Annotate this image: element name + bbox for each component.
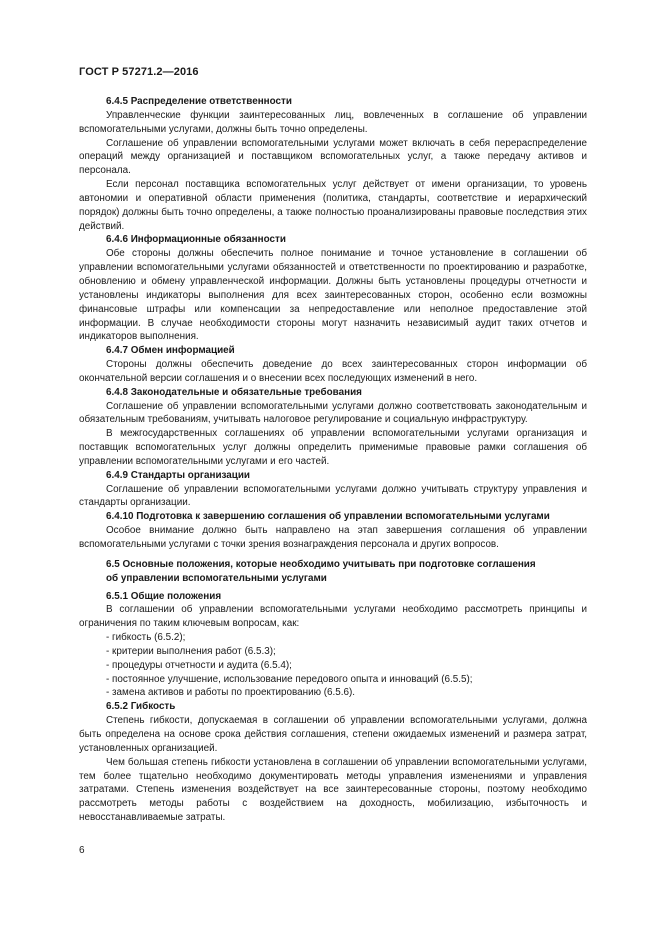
list-item: - процедуры отчетности и аудита (6.5.4);: [106, 659, 292, 671]
section-heading-6-4-7: 6.4.7 Обмен информацией: [106, 345, 235, 357]
section-heading-6-4-6: 6.4.6 Информационные обязанности: [106, 234, 286, 246]
list-item: - критерии выполнения работ (6.5.3);: [106, 645, 276, 657]
paragraph: Управленческие функции заинтересованных лиц, вовлеченных в соглашение об управлении вспомогательными услугами, должны быть точно определены.: [79, 109, 587, 135]
section-heading-6-5-1: 6.5.1 Общие положения: [106, 590, 222, 602]
paragraph: Соглашение об управлении вспомогательными услугами может включать в себя перераспределение операций между организацией и поставщиком вспомогательных услуг, а также передачу активов и персонала.: [79, 137, 587, 177]
document-body: [79, 95, 587, 825]
paragraph: В соглашении об управлении вспомогательными услугами необходимо рассмотреть принципы и ограничения по таким ключевым вопросам, как:: [79, 604, 587, 630]
document-header: ГОСТ Р 57271.2—2016: [79, 66, 199, 78]
paragraph: Обе стороны должны обеспечить полное понимание и точное установление в соглашении об управлении вспомогательными услугами обязанностей и ответственности по проектированию и разработке, обновлению и обмену управленческой информации. Должны быть установлены процедуры отчетности и установлены индикаторы выполнения для всех заинтересованных сторон, особенно если возможны финансовые штрафы или компенсации за непредоставление или неполное предоставление этой информации. В случае необходимости стороны могут назначить независимый аудит таких отчетов и индикаторов выполнения.: [79, 248, 587, 343]
paragraph: Степень гибкости, допускаемая в соглашении об управлении вспомогательными услугами, должна быть определена на основе срока действия соглашения, степени ожидаемых изменений и размера затрат, установленных организацией.: [79, 715, 587, 754]
section-heading-6-4-10: 6.4.10 Подготовка к завершению соглашения об управлении вспомогательными услугами: [106, 511, 550, 523]
paragraph: Особое внимание должно быть направлено на этап завершения соглашения об управлении вспомогательными услугами с точки зрения вознаграждения персонала и других вопросов.: [79, 525, 587, 550]
page-number: 6: [79, 845, 85, 856]
paragraph: Соглашение об управлении вспомогательными услугами должно учитывать структуру управления и стандарты организации.: [79, 483, 587, 509]
section-heading-6-5-line2: об управлении вспомогательными услугами: [106, 572, 327, 584]
section-heading-6-4-9: 6.4.9 Стандарты организации: [106, 469, 250, 481]
list-item: - замена активов и работы по проектированию (6.5.6).: [106, 687, 356, 699]
section-heading-6-5-line1: 6.5 Основные положения, которые необходимо учитывать при подготовке соглашения: [106, 558, 536, 570]
paragraph: Чем большая степень гибкости установлена в соглашении об управлении вспомогательными услугами, тем более тщательно необходимо документировать методы управления изменениями и управления затратами. Степень изменения воздействует на все заинтересованные стороны, поэтому необходимо рассмотреть методы работы с воздействием на доходность, мобилизацию, избыточность и невосстанавливаемые затраты.: [79, 756, 587, 824]
paragraph: Стороны должны обеспечить доведение до всех заинтересованных сторон информации об окончательной версии соглашения и о внесении всех последующих изменений в него.: [79, 359, 587, 384]
list-item: - постоянное улучшение, использование передового опыта и инноваций (6.5.5);: [106, 673, 473, 685]
paragraph: Соглашение об управлении вспомогательными услугами должно соответствовать законодательным и обязательным требованиям, учитывать налоговое регулирование и социальную инфраструктуру.: [79, 400, 587, 426]
list-item: - гибкость (6.5.2);: [106, 632, 186, 644]
section-heading-6-4-8: 6.4.8 Законодательные и обязательные требования: [106, 386, 362, 398]
section-heading-6-4-5: 6.4.5 Распределение ответственности: [106, 96, 292, 107]
section-heading-6-5-2: 6.5.2 Гибкость: [106, 701, 176, 713]
paragraph: В межгосударственных соглашениях об управлении вспомогательными услугами организация и поставщик вспомогательных услуг должны определить применимые правовые рамки соглашения об управлении вспомогательными услугами и его частей.: [79, 428, 587, 467]
paragraph: Если персонал поставщика вспомогательных услуг действует от имени организации, то уровень автономии и оперативной области применения (политика, стандарты, соответствие и иерархический порядок) должны быть точно определены, а также полностью проанализированы правовые последствия этих действий.: [79, 179, 587, 232]
